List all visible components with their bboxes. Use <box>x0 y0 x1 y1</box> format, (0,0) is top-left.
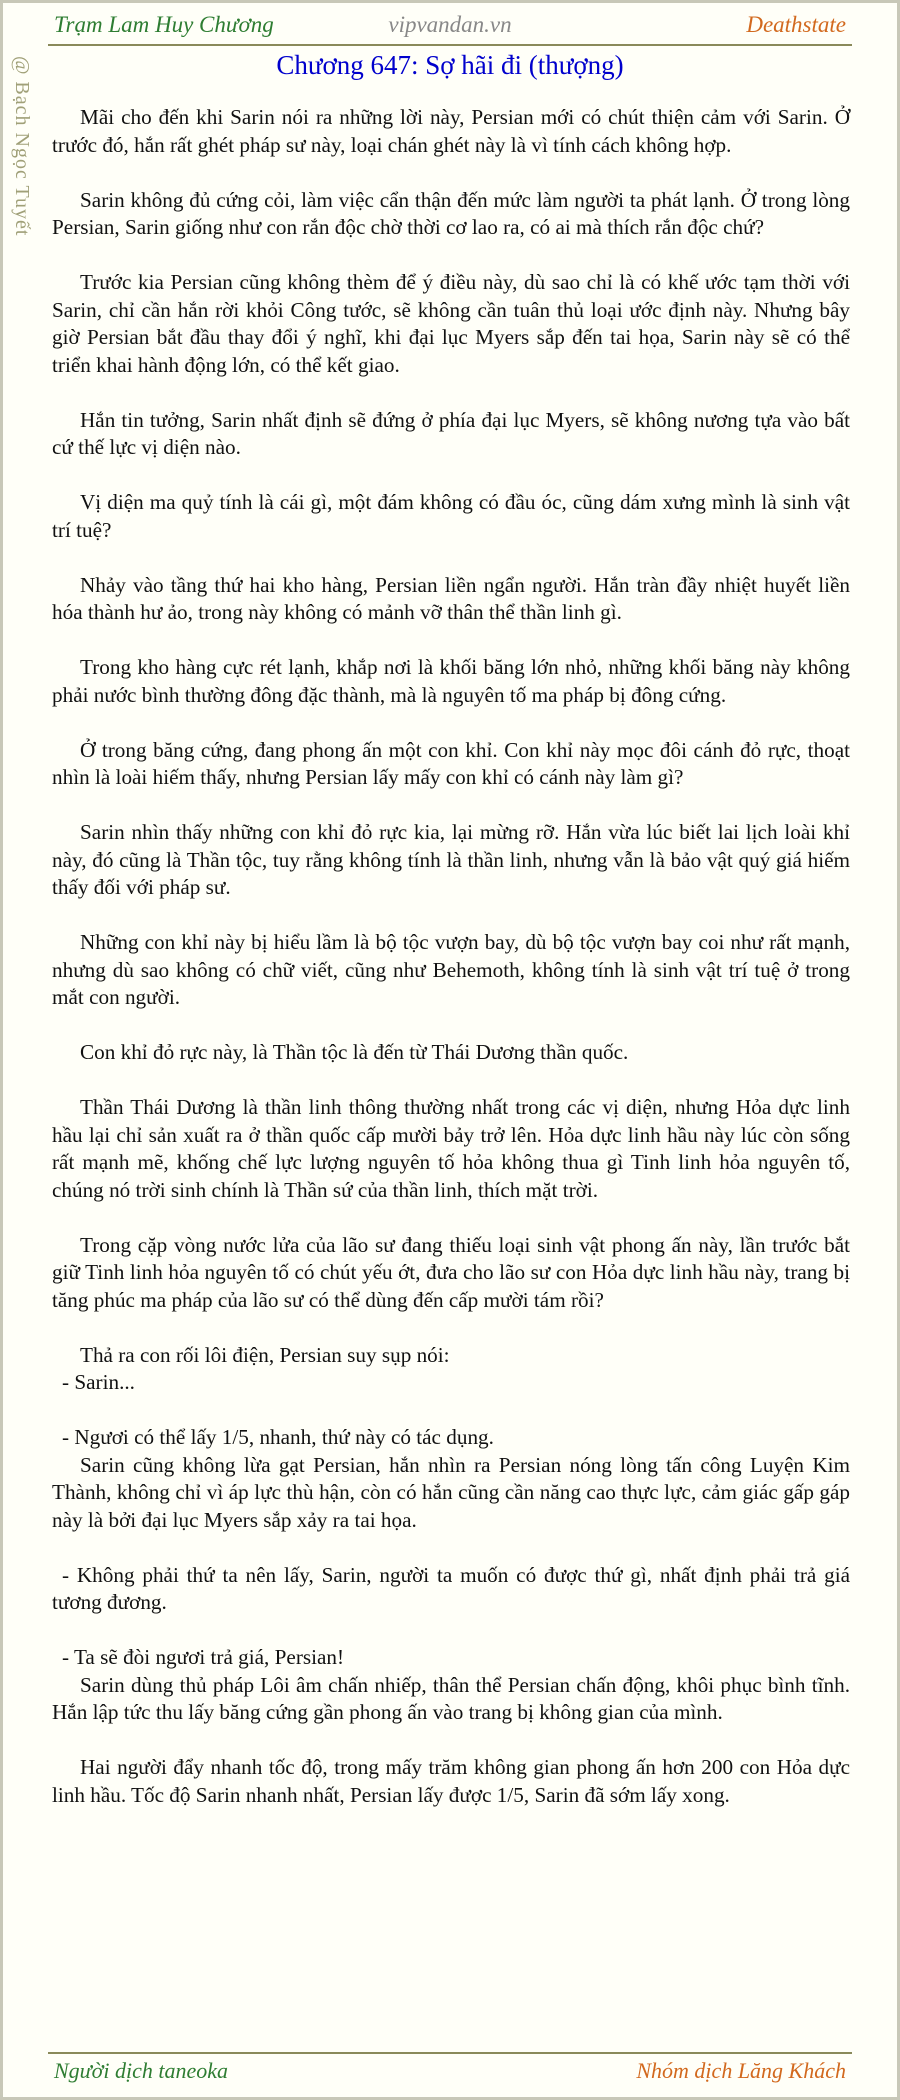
dialogue-line: - Sarin... <box>62 1370 135 1394</box>
header-source: Trạm Lam Huy Chương <box>54 12 274 37</box>
side-credit: @ Bạch Ngọc Tuyết <box>11 56 33 237</box>
paragraph: Trước kia Persian cũng không thèm để ý điều này, dù sao chỉ là có khế ước tạm thời với Sarin, chỉ cần hắn rời khỏi Công tước, sẽ không cần tuân thủ loại ước định này. Nhưng bây giờ Persian bắt đầu thay đổi ý nghĩ, khi đại lục Myers sắp đến tai họa, Sarin này sẽ có thể triển khai hành động lớn, có thể kết giao. <box>52 270 850 377</box>
dialogue-line: - Ta sẽ đòi ngươi trả giá, Persian! <box>62 1645 345 1669</box>
chapter-title: Chương 647: Sợ hãi đi (thượng) <box>276 50 624 80</box>
paragraph: Những con khỉ này bị hiểu lầm là bộ tộc vượn bay, dù bộ tộc vượn bay coi như rất mạnh, nhưng dù sao không có chữ viết, cũng như Behemoth, không tính là sinh vật trí tuệ ở trong mắt con người. <box>52 930 850 1009</box>
paragraph: Sarin cũng không lừa gạt Persian, hắn nhìn ra Persian nóng lòng tấn công Luyện Kim Thành, không chỉ vì áp lực thù hận, còn có hắn cũng cần năng cao thực lực, cảm giác gấp gáp này là bởi đại lục Myers sắp xảy ra tai họa. <box>52 1452 850 1532</box>
header-book-title: Deathstate <box>746 12 846 37</box>
paragraph: Ở trong băng cứng, đang phong ấn một con khỉ. Con khỉ này mọc đôi cánh đỏ rực, thoạt nhìn là loài hiếm thấy, nhưng Persian lấy mấy con khỉ có cánh này làm gì? <box>52 737 850 789</box>
dialogue-line: - Không phải thứ ta nên lấy, Sarin, người ta muốn có được thứ gì, nhất định phải trả giá tương đương. <box>52 1562 850 1614</box>
page-header <box>48 8 852 46</box>
footer-group: Nhóm dịch Lăng Khách <box>636 2058 846 2083</box>
paragraph: Thả ra con rối lôi điện, Persian suy sụp nói: <box>80 1342 450 1367</box>
footer-divider <box>48 2052 852 2054</box>
paragraph: Vị diện ma quỷ tính là cái gì, một đám không có đầu óc, cũng dám xưng mình là sinh vật trí tuệ? <box>52 490 850 542</box>
paragraph: Hắn tin tưởng, Sarin nhất định sẽ đứng ở phía đại lục Myers, sẽ không nương tựa vào bất cứ thế lực vị diện nào. <box>52 407 850 459</box>
paragraph: Con khỉ đỏ rực này, là Thần tộc là đến từ Thái Dương thần quốc. <box>80 1040 629 1064</box>
dialogue-line: - Ngươi có thể lấy 1/5, nhanh, thứ này có tác dụng. <box>62 1425 494 1449</box>
paragraph: Trong kho hàng cực rét lạnh, khắp nơi là khối băng lớn nhỏ, những khối băng này không phải nước bình thường đông đặc thành, mà là nguyên tố ma pháp bị đông cứng. <box>52 655 850 707</box>
paragraph: Trong cặp vòng nước lửa của lão sư đang thiếu loại sinh vật phong ấn này, lần trước bắt giữ Tinh linh hỏa nguyên tố có chút yếu ớt, đưa cho lão sư con Hỏa dực linh hầu này, trang bị tăng phúc ma pháp của lão sư có thể dùng đến cấp mười tám rồi? <box>52 1232 850 1312</box>
paragraph: Sarin nhìn thấy những con khỉ đỏ rực kia, lại mừng rỡ. Hắn vừa lúc biết lai lịch loài khỉ này, đó cũng là Thần tộc, tuy rằng không tính là thần linh, nhưng vẫn là bảo vật quý giá hiếm thấy đối với pháp sư. <box>52 820 850 899</box>
paragraph: Mãi cho đến khi Sarin nói ra những lời này, Persian mới có chút thiện cảm với Sarin. Ở trước đó, hắn rất ghét pháp sư này, loại chán ghét này là vì tính cách không hợp. <box>52 105 850 157</box>
paragraph: Hai người đẩy nhanh tốc độ, trong mấy trăm không gian phong ấn hơn 200 con Hỏa dực linh hầu. Tốc độ Sarin nhanh nhất, Persian lấy được 1/5, Sarin đã sớm lấy xong. <box>52 1755 850 1807</box>
paragraph: Sarin không đủ cứng cỏi, làm việc cẩn thận đến mức làm người ta phát lạnh. Ở trong lòng Persian, Sarin giống như con rắn độc chờ thời cơ lao ra, có ai mà thích rắn độc chứ? <box>52 187 850 239</box>
header-site: vipvandan.vn <box>388 12 512 37</box>
footer-translator: Người dịch taneoka <box>54 2058 229 2083</box>
paragraph: Thần Thái Dương là thần linh thông thường nhất trong các vị diện, nhưng Hỏa dực linh hầu lại chỉ sản xuất ra ở thần quốc cấp mười bảy trở lên. Hỏa dực linh hầu này lúc còn sống rất mạnh mẽ, khống chế lực lượng nguyên tố hỏa không thua gì Tinh linh hỏa nguyên tố, chúng nó trời sinh chính là Thần sứ của thần linh, thích mặt trời. <box>52 1095 850 1202</box>
paragraph: Sarin dùng thủ pháp Lôi âm chấn nhiếp, thân thể Persian chấn động, khôi phục bình tĩnh. Hắn lập tức thu lấy băng cứng gần phong ấn vào trang bị không gian của mình. <box>52 1672 850 1724</box>
paragraph: Nhảy vào tầng thứ hai kho hàng, Persian liền ngẩn người. Hắn tràn đầy nhiệt huyết liền hóa thành hư ảo, trong này không có mảnh vỡ thân thể thần linh gì. <box>52 572 850 624</box>
chapter-body <box>52 104 850 1837</box>
